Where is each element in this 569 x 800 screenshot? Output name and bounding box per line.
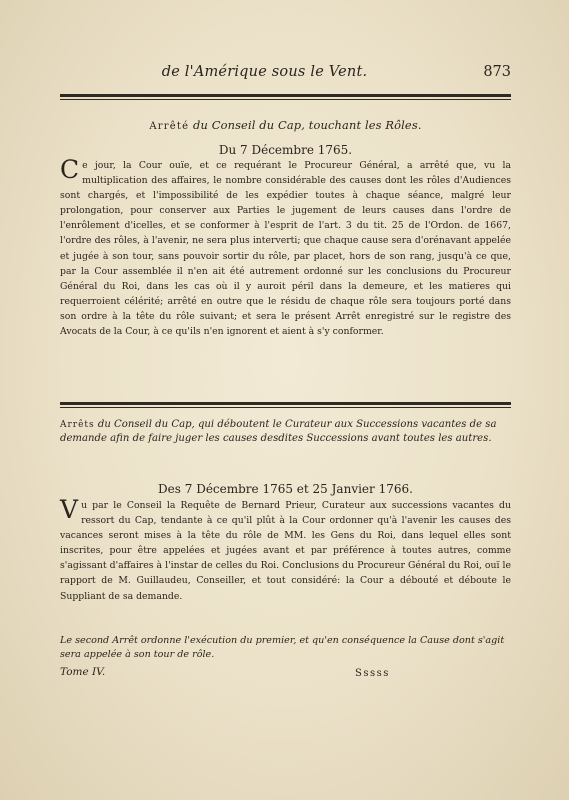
page-number: 873 [483,64,511,80]
arrete1-dropcap: C [60,155,80,184]
arrete2-title [60,418,511,446]
arrete2-dropcap: V [60,495,79,524]
arrete2-date: Des 7 Décembre 1765 et 25 Janvier 1766. [158,482,413,496]
arrete2-text: u par le Conseil la Requête de Bernard Prieur, Curateur aux successions vacantes du ressort du Cap, tendante à ce qu'il plût à la Cour ordonner qu'à l'avenir les causes des vacances seront mises à la tête du rôle de MM. les Gens du Roi, dans lequel elles sont inscrites, pour être appelées et jugées avant et par préférence à toutes autres, comme s'agissant d'affaires à l'instar de celles du Roi. Conclusions du Procureur Général du Roi, ouï le rapport de M. Guillaudeu, Conseiller, et tout considéré: la Cour a débouté et déboute le Suppliant de sa demande. [60,500,511,602]
arrete2-body [60,495,511,604]
page-header [58,64,511,88]
arrete1-body [60,155,511,339]
arrete1-text: e jour, la Cour ouïe, et ce requérant le Procureur Général, a arrêté que, vu la multiplication des affaires, le nombre considérable des causes dont les rôles d'Audiences sont chargés, et l'impossibilité de les expédier toutes à chaque séance, malgré leur prolongation, pour conserver aux Parties le jugement de leurs causes dans l'ordre de l'enrôlement d'icelles, et se conformer à l'esprit de l'art. 3 du tit. 25 de l'Ordon. de 1667, l'ordre des rôles, à l'avenir, ne sera plus interverti; que chaque cause sera d'orénavant appelée et jugée à son tour, sans pouvoir sortir du rôle, par placet, hors de son rang, jusqu'à ce que, par la Cour assemblée il n'en ait été autrement ordonné sur les conclusions du Procureur Général du Roi, dans les cas où il y auroit péril dans la demeure, et les matieres qui requerroient célérité; arrêté en outre que le résidu de chaque rôle sera toujours porté dans son ordre à la tête du rôle suivant; et sera le présent Arrêt enregistré sur le registre des Avocats de la Cour, à ce qu'ils n'en ignorent et aient à s'y conformer. [60,160,511,338]
arrete1-date: Du 7 Décembre 1765. [218,143,353,157]
running-head: de l'Amérique sous le Vent. [161,64,368,80]
volume-label: Tome IV. [60,666,106,678]
arrete2-title-rest: du Conseil du Cap, qui déboutent le Curateur aux Successions vacantes de sa demande afin de faire juger les causes desdites Successions avant toutes les autres. [60,419,497,444]
section-rule [60,402,511,408]
arrete2-note: Le second Arrêt ordonne l'exécution du premier, et qu'en conséquence la Cause dont s'agit sera appelée à son tour de rôle. [60,635,505,660]
page-footer [60,666,419,682]
arrete1-title [60,118,511,132]
header-rule [60,94,511,100]
signature-mark: Sssss [355,668,390,679]
arrete1-title-rest: du Conseil du Cap, touchant les Rôles. [189,118,422,132]
arrete2-title-lead: Arrêts [60,420,95,430]
arrete1-title-lead: Arrêté [149,121,190,132]
